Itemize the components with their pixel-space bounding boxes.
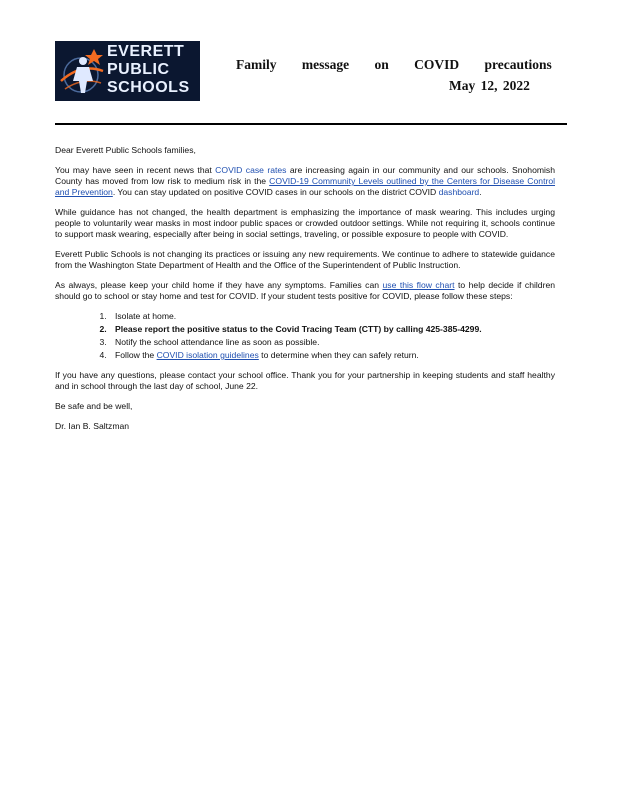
header-divider [55,123,567,125]
logo-line-3: SCHOOLS [107,79,190,96]
p1-text-4: . [479,187,482,197]
step-follow-guidelines [109,350,555,361]
p1-text-3: . You can stay updated on positive COVID cases in our schools on the district COVID [112,187,439,197]
logo-line-2: PUBLIC [107,61,170,78]
step4-text-2: to determine when they can safely return. [258,350,419,360]
p1-text-2: are increasing again in our community and our schools. Snohomish County has moved from low risk to medium risk in the [55,165,555,186]
p4-text-2: to help decide if children should go to school or stay home and test for COVID. If your student tests positive for COVID, please follow these steps: [55,280,555,301]
paragraph-questions: If you have any questions, please contact your school office. Thank you for your partnership in keeping students and staff healthy and in school through the last day of school, June 22. [55,370,555,391]
letter-body [55,145,555,441]
step-report-ctt: 2. Please report the positive status to the Covid Tracing Team (CTT) by calling 425-385-4299. [109,324,555,335]
everett-public-schools-logo [55,41,200,101]
step4-text-1: Follow the [115,350,157,360]
paragraph-case-rates [55,165,555,198]
paragraph-keep-home [55,280,555,302]
positive-case-steps [55,311,555,361]
document-title: Family message on COVID precautions [236,57,552,72]
isolation-guidelines-link[interactable]: COVID isolation guidelines [156,350,259,360]
logo-text [107,43,199,97]
signature: Dr. Ian B. Saltzman [55,421,130,431]
paragraph-mask-guidance: While guidance has not changed, the health department is emphasizing the importance of mask wearing. This includes urging people to voluntarily wear masks in most indoor public spaces or crowded outdoor settings. While not requiring it, schools continue to support mask wearing, especially after being in social settings, traveling, or possible exposure to people with COVID. [55,207,555,239]
closing: Be safe and be well, [55,401,133,411]
covid-case-rates-link[interactable]: COVID case rates [215,165,287,175]
step-notify-attendance: 3. Notify the school attendance line as soon as possible. [109,337,555,348]
step-isolate: 1. Isolate at home. [109,311,555,322]
document-date: May 12, 2022 [449,78,530,93]
p1-text-1: You may have seen in recent news that [55,165,216,175]
paragraph-no-new-requirements: Everett Public Schools is not changing its practices or issuing any new requirements. We continue to adhere to statewide guidance from the Washington State Department of Health and the Office of the Superintendent of Public Instruction. [55,249,555,270]
logo-line-1: EVERETT [107,43,185,60]
salutation: Dear Everett Public Schools families, [55,145,196,155]
flow-chart-link[interactable]: use this flow chart [382,280,455,290]
covid-community-levels-link[interactable]: COVID-19 Community Levels outlined by the Centers for Disease Control and Prevention [55,176,556,197]
p4-text-1: As always, please keep your child home if they have any symptoms. Families can [55,280,383,290]
dashboard-link[interactable]: dashboard [438,187,480,197]
